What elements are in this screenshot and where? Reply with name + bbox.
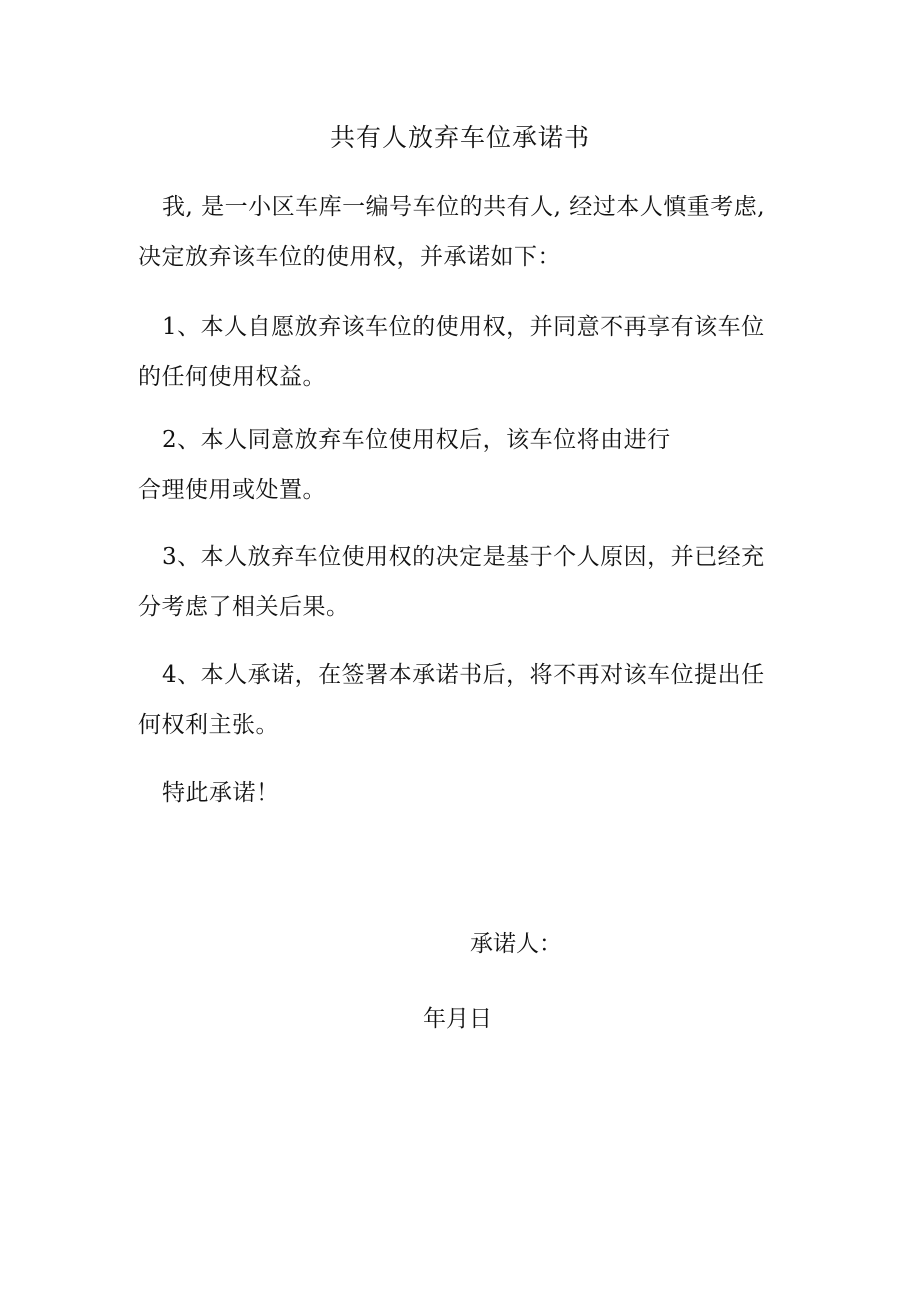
item-2-line-2: 合理使用或处置。 <box>138 477 326 503</box>
item-3-line-1: 3、本人放弃车位使用权的决定是基于个人原因，并已经充 <box>162 544 765 570</box>
document-title: 共有人放弃车位承诺书 <box>329 123 590 152</box>
intro-line-1: 我, 是一小区车库一编号车位的共有人, 经过本人慎重考虑, <box>162 194 766 220</box>
item-1-line-1: 1、本人自愿放弃该车位的使用权，并同意不再享有该车位 <box>162 314 765 340</box>
closing-line: 特此承诺！ <box>162 780 280 806</box>
item-3-line-2: 分考虑了相关后果。 <box>138 594 350 620</box>
date-label: 年月日 <box>423 1006 492 1032</box>
intro-line-2: 决定放弃该车位的使用权，并承诺如下： <box>138 244 561 270</box>
signer-label: 承诺人： <box>470 931 562 957</box>
item-4-line-1: 4、本人承诺，在签署本承诺书后，将不再对该车位提出任 <box>162 662 765 688</box>
item-2-line-1: 2、本人同意放弃车位使用权后，该车位将由进行 <box>162 427 671 453</box>
item-4-line-2: 何权利主张。 <box>138 712 279 738</box>
commitment-item-2 <box>138 415 788 515</box>
commitment-item-1 <box>138 302 788 402</box>
item-1-line-2: 的任何使用权益。 <box>138 364 326 390</box>
intro-paragraph <box>138 182 788 282</box>
closing-statement <box>138 768 788 818</box>
commitment-item-3 <box>138 532 788 632</box>
commitment-item-4 <box>138 650 788 750</box>
